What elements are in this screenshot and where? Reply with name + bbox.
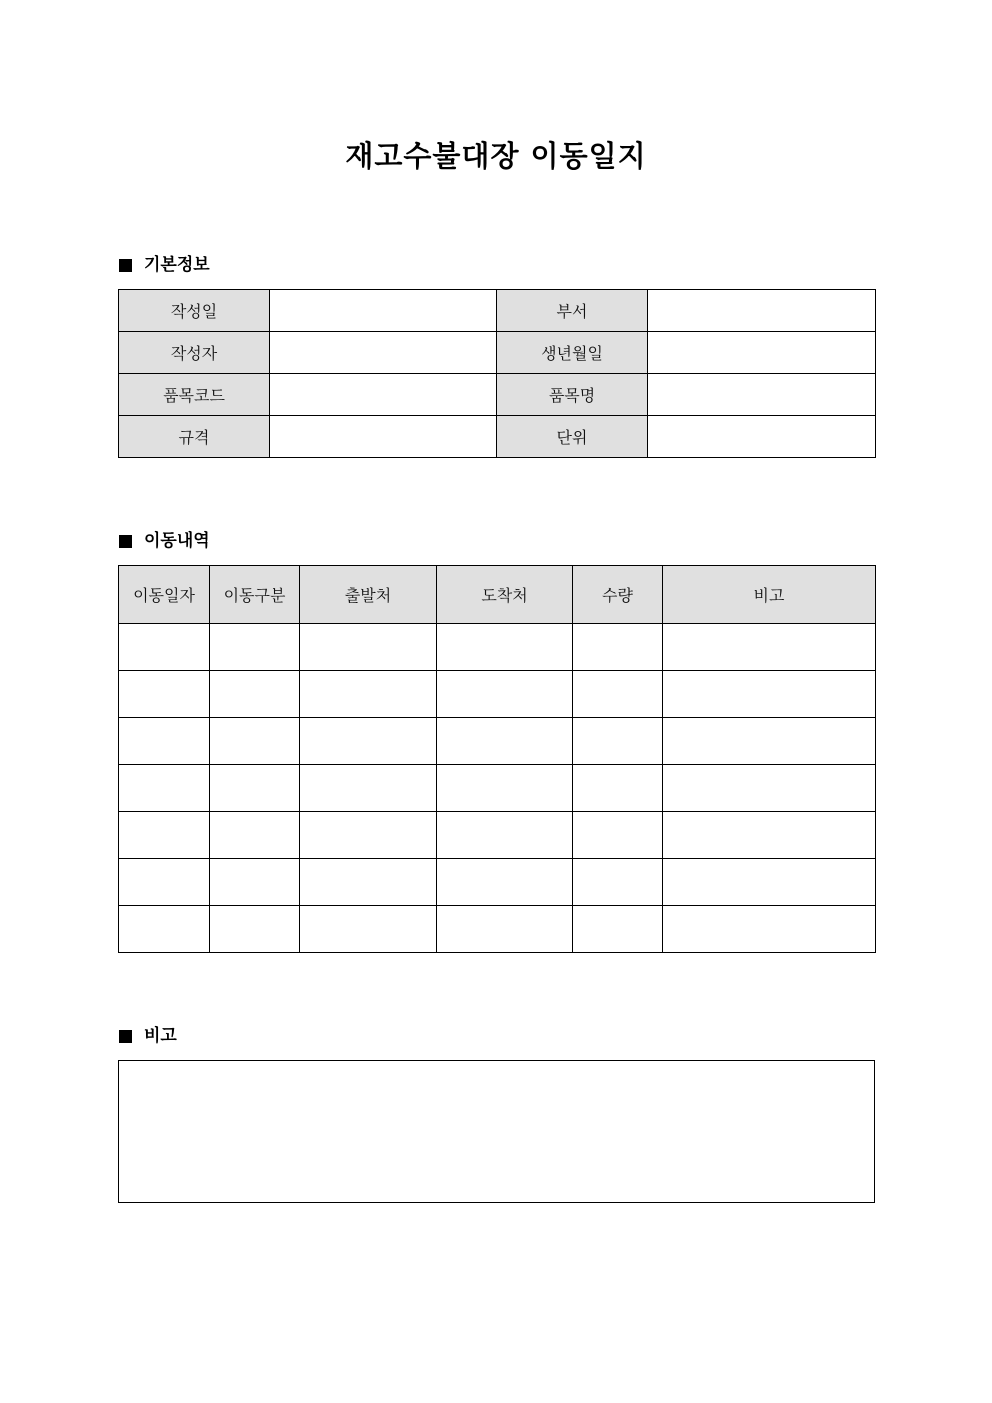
column-header: 이동일자 — [119, 566, 210, 624]
column-header: 비고 — [663, 566, 876, 624]
table-cell[interactable] — [119, 671, 210, 718]
field-value[interactable] — [270, 290, 497, 332]
table-cell[interactable] — [437, 906, 573, 953]
movement-table — [118, 565, 876, 953]
table-cell[interactable] — [119, 859, 210, 906]
table-cell[interactable] — [210, 859, 300, 906]
table-cell[interactable] — [300, 812, 437, 859]
movement-header-row — [119, 566, 876, 624]
table-cell[interactable] — [210, 718, 300, 765]
column-header: 도착처 — [437, 566, 573, 624]
basic-info-row — [119, 416, 876, 458]
field-label: 품목명 — [497, 374, 648, 416]
basic-info-row — [119, 374, 876, 416]
table-cell[interactable] — [663, 624, 876, 671]
movement-heading-label: 이동내역 — [144, 531, 210, 551]
table-cell[interactable] — [300, 671, 437, 718]
table-cell[interactable] — [300, 765, 437, 812]
table-cell[interactable] — [663, 765, 876, 812]
table-row — [119, 812, 876, 859]
field-value[interactable] — [270, 374, 497, 416]
table-cell[interactable] — [210, 906, 300, 953]
table-row — [119, 718, 876, 765]
table-cell[interactable] — [210, 812, 300, 859]
table-cell[interactable] — [573, 671, 663, 718]
square-bullet-icon — [119, 535, 132, 548]
table-row — [119, 765, 876, 812]
basic-info-table — [118, 289, 876, 458]
table-cell[interactable] — [437, 859, 573, 906]
field-label: 생년월일 — [497, 332, 648, 374]
table-row — [119, 906, 876, 953]
field-label: 규격 — [119, 416, 270, 458]
table-cell[interactable] — [663, 906, 876, 953]
table-cell[interactable] — [573, 765, 663, 812]
remarks-box[interactable] — [118, 1060, 875, 1203]
table-cell[interactable] — [300, 906, 437, 953]
table-cell[interactable] — [300, 718, 437, 765]
column-header: 수량 — [573, 566, 663, 624]
table-cell[interactable] — [663, 671, 876, 718]
table-cell[interactable] — [573, 812, 663, 859]
table-cell[interactable] — [437, 671, 573, 718]
table-cell[interactable] — [300, 859, 437, 906]
field-label: 부서 — [497, 290, 648, 332]
square-bullet-icon — [119, 259, 132, 272]
remarks-heading — [119, 1025, 177, 1047]
document-title: 재고수불대장 이동일지 — [345, 139, 647, 173]
table-cell[interactable] — [300, 624, 437, 671]
table-cell[interactable] — [663, 718, 876, 765]
movement-heading — [119, 530, 210, 552]
field-label: 작성자 — [119, 332, 270, 374]
table-cell[interactable] — [437, 812, 573, 859]
table-cell[interactable] — [119, 906, 210, 953]
field-value[interactable] — [648, 374, 876, 416]
table-cell[interactable] — [663, 859, 876, 906]
table-cell[interactable] — [210, 624, 300, 671]
table-cell[interactable] — [663, 812, 876, 859]
table-cell[interactable] — [573, 718, 663, 765]
table-cell[interactable] — [119, 624, 210, 671]
table-cell[interactable] — [437, 718, 573, 765]
table-cell[interactable] — [210, 671, 300, 718]
table-cell[interactable] — [119, 718, 210, 765]
basic-info-heading — [119, 254, 210, 276]
field-label: 품목코드 — [119, 374, 270, 416]
table-cell[interactable] — [573, 624, 663, 671]
table-row — [119, 859, 876, 906]
table-cell[interactable] — [119, 765, 210, 812]
field-label: 작성일 — [119, 290, 270, 332]
column-header: 이동구분 — [210, 566, 300, 624]
table-row — [119, 624, 876, 671]
field-value[interactable] — [648, 416, 876, 458]
table-cell[interactable] — [573, 906, 663, 953]
field-value[interactable] — [648, 290, 876, 332]
basic-info-heading-label: 기본정보 — [144, 255, 210, 275]
table-cell[interactable] — [573, 859, 663, 906]
table-cell[interactable] — [437, 624, 573, 671]
column-header: 출발처 — [300, 566, 437, 624]
field-value[interactable] — [270, 332, 497, 374]
table-row — [119, 671, 876, 718]
basic-info-row — [119, 290, 876, 332]
field-label: 단위 — [497, 416, 648, 458]
table-cell[interactable] — [437, 765, 573, 812]
field-value[interactable] — [648, 332, 876, 374]
basic-info-row — [119, 332, 876, 374]
table-cell[interactable] — [210, 765, 300, 812]
field-value[interactable] — [270, 416, 497, 458]
square-bullet-icon — [119, 1030, 132, 1043]
remarks-heading-label: 비고 — [144, 1026, 177, 1046]
table-cell[interactable] — [119, 812, 210, 859]
